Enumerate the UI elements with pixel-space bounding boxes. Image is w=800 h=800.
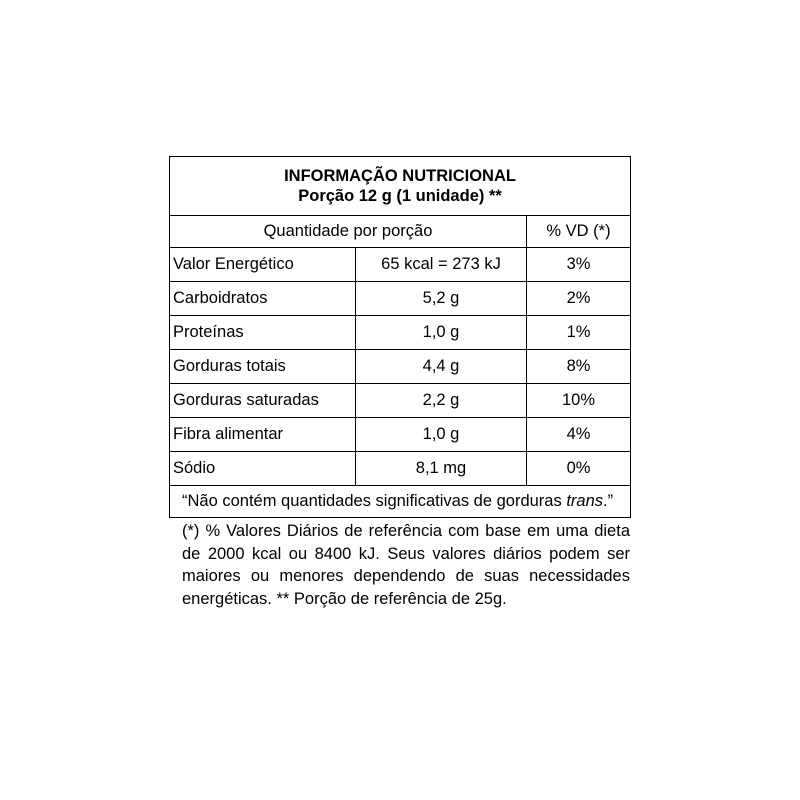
nutrient-name: Gorduras saturadas: [170, 384, 356, 418]
nutrient-amount: 1,0 g: [356, 418, 527, 452]
daily-value-footnote: (*) % Valores Diários de referência com base em uma dieta de 2000 kcal ou 8400 kJ. Seus valores diários podem ser maiores ou menores dependendo de suas necessidades energéticas. ** Porção de referência de 25g.: [182, 522, 630, 608]
table-row: [170, 350, 631, 384]
nutrient-name: Gorduras totais: [170, 350, 356, 384]
nutrient-vd: 4%: [527, 418, 631, 452]
serving-size: Porção 12 g (1 unidade) **: [298, 187, 502, 205]
table-row: [170, 452, 631, 486]
nutrient-vd: 10%: [527, 384, 631, 418]
trans-fat-note: [170, 486, 631, 518]
nutrient-amount: 2,2 g: [356, 384, 527, 418]
nutrition-table: [169, 156, 631, 518]
table-row: [170, 418, 631, 452]
table-header-row: [170, 157, 631, 216]
table-row: [170, 316, 631, 350]
nutrient-name: Proteínas: [170, 316, 356, 350]
nutrient-vd: 1%: [527, 316, 631, 350]
nutrient-amount: 4,4 g: [356, 350, 527, 384]
table-title: INFORMAÇÃO NUTRICIONAL: [284, 167, 516, 185]
nutrient-name: Valor Energético: [170, 248, 356, 282]
trans-note-end: .”: [603, 492, 614, 510]
column-header-row: [170, 216, 631, 248]
trans-note-row: [170, 486, 631, 518]
nutrient-vd: 8%: [527, 350, 631, 384]
trans-note-text: “Não contém quantidades significativas de gorduras: [182, 492, 562, 510]
nutrient-name: Carboidratos: [170, 282, 356, 316]
nutrient-name: Sódio: [170, 452, 356, 486]
nutrient-vd: 3%: [527, 248, 631, 282]
nutrient-amount: 1,0 g: [356, 316, 527, 350]
nutrient-vd: 2%: [527, 282, 631, 316]
nutrient-name: Fibra alimentar: [170, 418, 356, 452]
nutrient-amount: 8,1 mg: [356, 452, 527, 486]
nutrient-amount: 65 kcal = 273 kJ: [356, 248, 527, 282]
nutrient-amount: 5,2 g: [356, 282, 527, 316]
nutrition-label: [169, 156, 630, 610]
table-row: [170, 384, 631, 418]
table-row: [170, 282, 631, 316]
trans-note-italic: trans: [566, 492, 603, 510]
table-header: [170, 157, 631, 216]
amount-column-header: Quantidade por porção: [170, 216, 527, 248]
table-row: [170, 248, 631, 282]
nutrient-vd: 0%: [527, 452, 631, 486]
vd-column-header: % VD (*): [527, 216, 631, 248]
